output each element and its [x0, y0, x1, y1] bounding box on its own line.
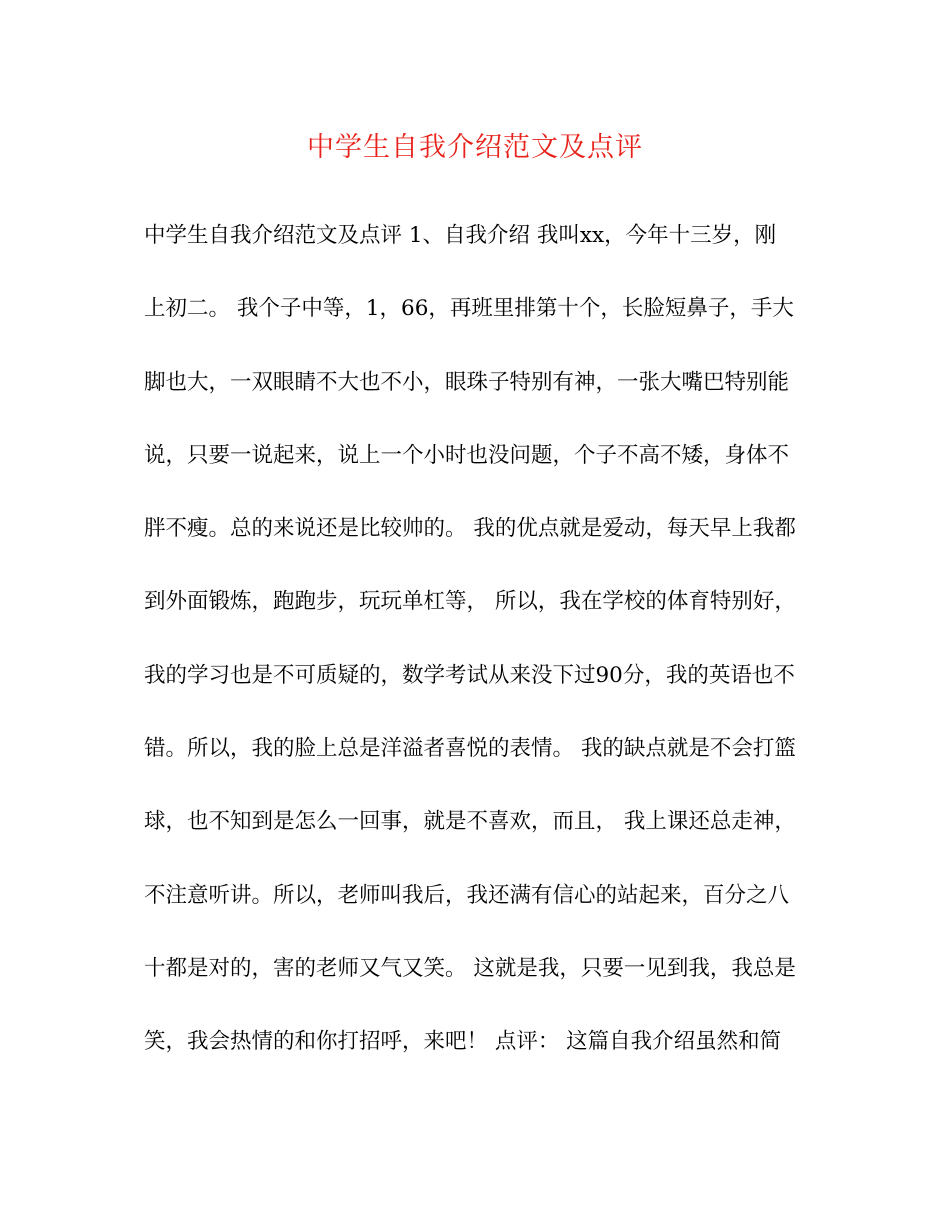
body-line: 错。所以，我的脸上总是洋溢者喜悦的表情。 我的缺点就是不会打篮 — [144, 736, 796, 762]
body-line: 球，也不知到是怎么一回事，就是不喜欢，而且， 我上课还总走神， — [144, 809, 796, 835]
document-body — [144, 214, 814, 1094]
body-line: 上初二。 我个子中等，1，66，再班里排第十个，长脸短鼻子，手大 — [144, 296, 794, 322]
body-line: 笑，我会热情的和你打招呼，来吧！ 点评： 这篇自我介绍虽然和简 — [144, 1029, 782, 1055]
body-line: 十都是对的，害的老师又气又笑。 这就是我，只要一见到我，我总是 — [144, 955, 796, 981]
body-line: 中学生自我介绍范文及点评 1、自我介绍 我叫xx，今年十三岁，刚 — [144, 223, 777, 248]
body-line: 脚也大，一双眼睛不大也不小，眼珠子特别有神，一张大嘴巴特别能 — [144, 369, 790, 395]
body-line: 我的学习也是不可质疑的，数学考试从来没下过90分，我的英语也不 — [144, 662, 795, 688]
body-line: 不注意听讲。所以，老师叫我后，我还满有信心的站起来，百分之八 — [144, 882, 790, 908]
body-line: 到外面锻炼，跑跑步，玩玩单杠等， 所以，我在学校的体育特别好， — [144, 589, 796, 615]
document-title: 中学生自我介绍范文及点评 — [307, 132, 643, 163]
body-line: 说，只要一说起来，说上一个小时也没问题，个子不高不矮，身体不 — [144, 442, 790, 468]
body-line: 胖不瘦。总的来说还是比较帅的。 我的优点就是爱动，每天早上我都 — [144, 516, 796, 542]
